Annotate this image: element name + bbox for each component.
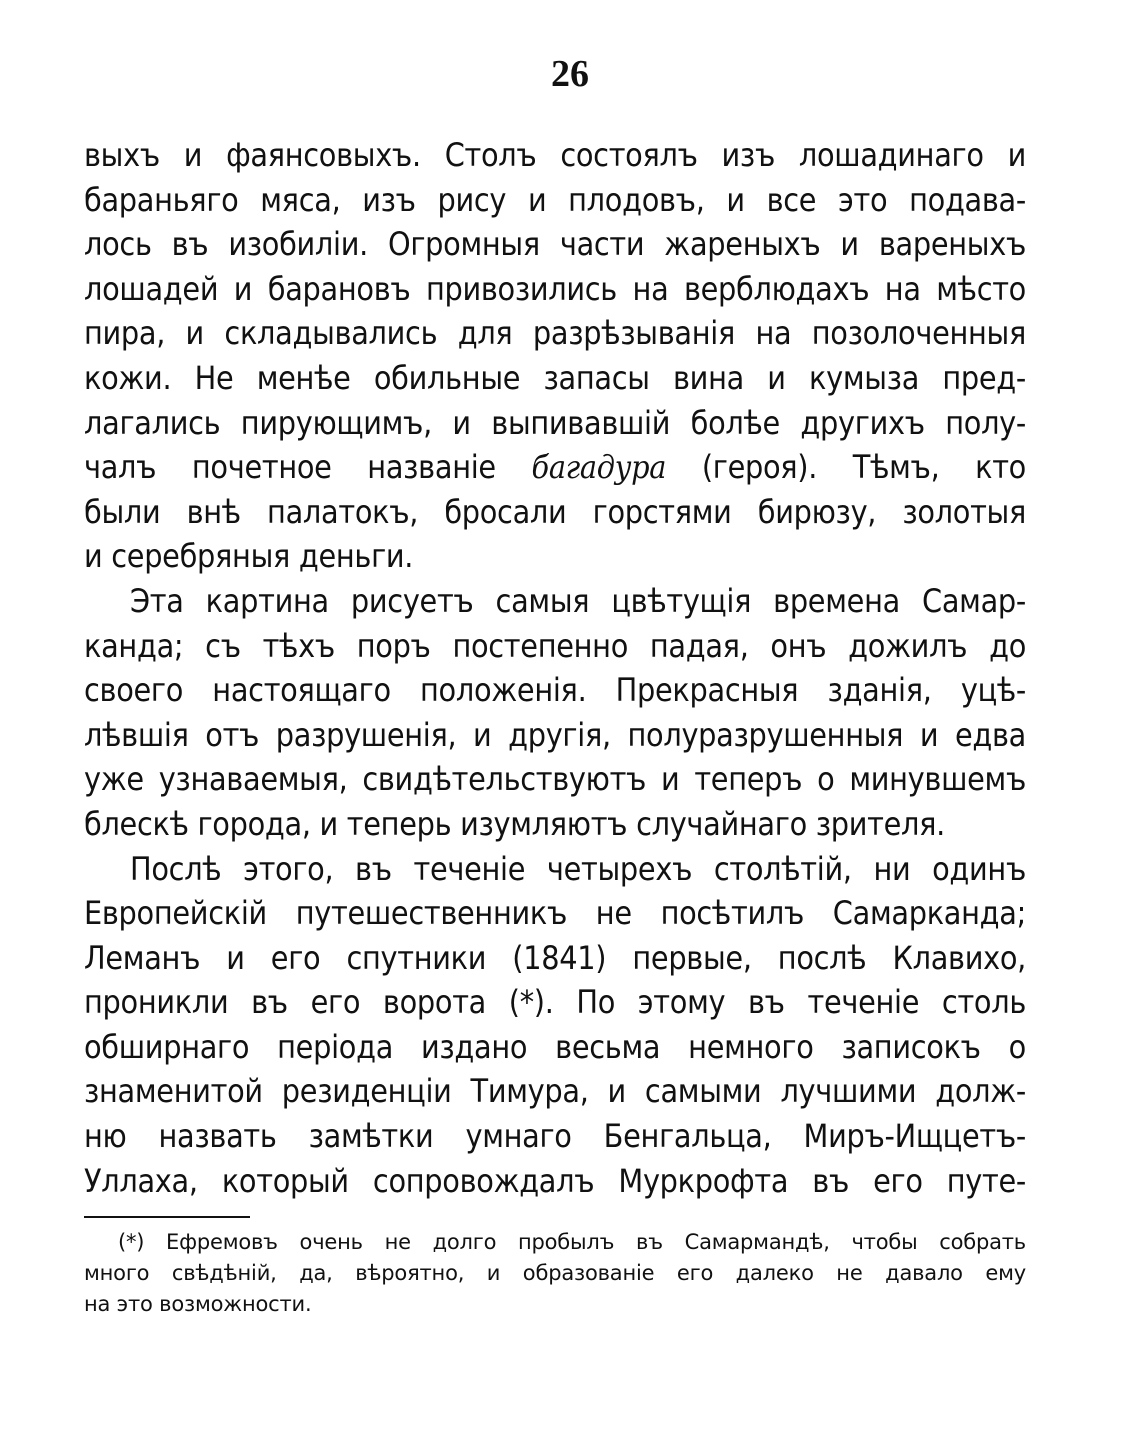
footnote-line: на это возможности. [84,1292,312,1316]
text-line: и серебряныя деньги. [84,537,414,576]
line-segment: чалъ почетное названіе [84,448,532,487]
text-line: лагались пирующимъ, и выпивавшій болѣе другихъ полу- [84,403,1026,442]
text-line: лошадей и барановъ привозились на верблюдахъ на мѣсто [84,269,1026,308]
text-line: Послѣ этого, въ теченіе четырехъ столѣтій, ни одинъ [130,849,1026,888]
text-line: уже узнаваемыя, свидѣтельствуютъ и теперъ о минувшемъ [84,760,1026,799]
text-line: канда; съ тѣхъ поръ постепенно падая, онъ дожилъ до [84,626,1026,665]
paragraph-1 [84,133,1026,579]
text-line: лѣвшія отъ разрушенія, и другія, полуразрушенныя и едва [84,715,1026,754]
text-line: Эта картина рисуетъ самыя цвѣтущія времена Самар- [130,581,1026,620]
footnote-line: много свѣдѣній, да, вѣроятно, и образованіе его далеко не давало ему [84,1261,1026,1285]
paragraph-2 [84,579,1026,847]
italic-term: багадура [531,448,667,487]
paragraph-3 [84,847,1026,1204]
body-text [84,133,1026,1203]
text-line: Уллаха, который сопровождалъ Муркрофта въ его путе- [84,1161,1026,1200]
text-line: лось въ изобиліи. Огромныя части жареныхъ и вареныхъ [84,225,1026,264]
text-line: блескѣ города, и теперь изумляютъ случайнаго зрителя. [84,804,945,843]
text-line: знаменитой резиденціи Тимура, и самыми лучшими долж- [84,1072,1026,1111]
footnote [84,1227,1026,1320]
text-line: выхъ и фаянсовыхъ. Столъ состоялъ изъ лошадинаго и [84,136,1026,174]
text-line: обширнаго періода издано весьма немного записокъ о [84,1027,1026,1066]
text-line: бараньяго мяса, изъ рису и плодовъ, и все это подава- [84,180,1026,219]
text-line: были внѣ палатокъ, бросали горстями бирюзу, золотыя [84,492,1026,531]
line-segment: (героя). Тѣмъ, кто [666,448,1026,487]
footnote-divider [84,1216,250,1218]
text-line: ню назвать замѣтки умнаго Бенгальца, Миръ-Ищцетъ- [84,1117,1026,1156]
page-number: 26 [551,53,589,95]
text-line: Европейскій путешественникъ не посѣтилъ Самарканда; [84,894,1026,933]
text-line: пира, и складывались для разрѣзыванія на позолоченныя [84,314,1026,353]
text-line: своего настоящаго положенія. Прекрасныя зданія, уцѣ- [84,671,1026,710]
text-line-with-italic [84,445,1026,490]
text-line: Леманъ и его спутники (1841) первые, послѣ Клавихо, [84,938,1026,977]
footnote-line: (*) Ефремовъ очень не долго пробылъ въ Самармандѣ, чтобы собрать [118,1230,1026,1254]
text-line: проникли въ его ворота (*). По этому въ теченіе столь [84,983,1026,1022]
text-line: кожи. Не менѣе обильные запасы вина и кумыза пред- [84,358,1026,397]
